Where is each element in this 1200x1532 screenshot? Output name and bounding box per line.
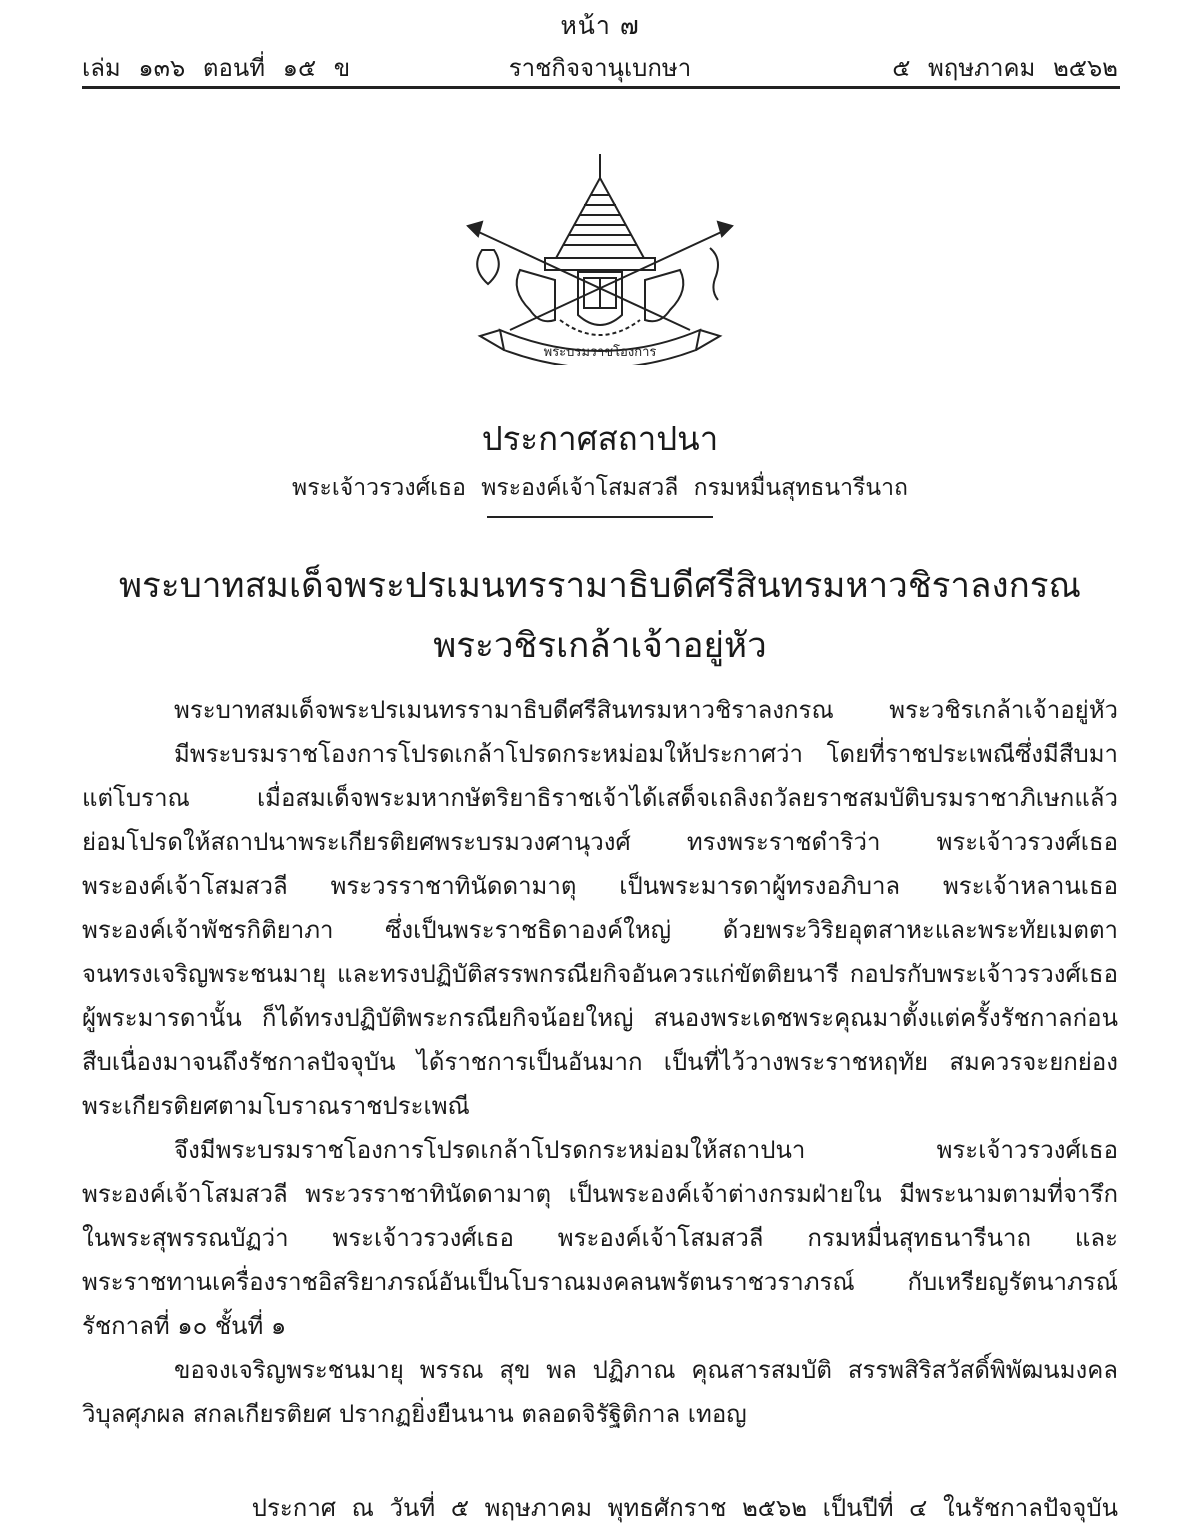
body-line: พระองค์เจ้าโสมสวลี พระวรราชาทินัดดามาตุ เป็นพระมารดาผู้ทรงอภิบาล พระเจ้าหลานเธอ <box>82 872 1118 900</box>
body-line: มีพระบรมราชโองการโปรดเกล้าโปรดกระหม่อมให้ประกาศว่า โดยที่ราชประเพณีซึ่งมีสืบมา <box>174 740 1118 768</box>
body-line: พระองค์เจ้าโสมสวลี พระวรราชาทินัดดามาตุ เป็นพระองค์เจ้าต่างกรมฝ่ายใน มีพระนามตามที่จารึก <box>82 1180 1118 1208</box>
body-line: พระองค์เจ้าพัชรกิติยาภา ซึ่งเป็นพระราชธิดาองค์ใหญ่ ด้วยพระวิริยอุตสาหะและพระทัยเมตตา <box>82 916 1118 944</box>
volume-issue: เล่ม ๑๓๖ ตอนที่ ๑๕ ข <box>82 54 351 82</box>
body-line: แต่โบราณ เมื่อสมเด็จพระมหากษัตริยาธิราชเจ้าได้เสด็จเถลิงถวัลยราชสมบัติบรมราชาภิเษกแล้ว <box>82 784 1118 812</box>
svg-text:พระบรมราชโองการ: พระบรมราชโองการ <box>543 345 657 360</box>
header-divider <box>82 86 1120 89</box>
body-line: พระราชทานเครื่องราชอิสริยาภรณ์อันเป็นโบราณมงคลนพรัตนราชวราภรณ์ กับเหรียญรัตนาภรณ์ <box>82 1268 1118 1296</box>
royal-emblem-icon <box>460 150 740 365</box>
body-line: ย่อมโปรดให้สถาปนาพระเกียรติยศพระบรมวงศานุวงศ์ ทรงพระราชดำริว่า พระเจ้าวรวงศ์เธอ <box>82 828 1118 856</box>
body-line: พระบาทสมเด็จพระปรเมนทรรามาธิบดีศรีสินทรมหาวชิราลงกรณ พระวชิรเกล้าเจ้าอยู่หัว <box>174 696 1118 724</box>
gazette-header <box>82 48 1118 84</box>
body-line: พระเกียรติยศตามโบราณราชประเพณี <box>82 1092 470 1120</box>
page-number: หน้า ๗ <box>560 11 640 40</box>
body-line: จึงมีพระบรมราชโองการโปรดเกล้าโปรดกระหม่อมให้สถาปนา พระเจ้าวรวงศ์เธอ <box>174 1136 1118 1164</box>
body-line: ในพระสุพรรณบัฏว่า พระเจ้าวรวงศ์เธอ พระองค์เจ้าโสมสวลี กรมหมื่นสุทธนารีนาถ และ <box>82 1224 1118 1252</box>
king-name-line-2: พระวชิรเกล้าเจ้าอยู่หัว <box>433 626 767 666</box>
announcement-title: ประกาศสถาปนา <box>481 419 719 458</box>
announcement-date-line: ประกาศ ณ วันที่ ๕ พฤษภาคม พุทธศักราช ๒๕๖๒ เป็นปีที่ ๔ ในรัชกาลปัจจุบัน <box>251 1494 1118 1522</box>
king-name-line-1: พระบาทสมเด็จพระปรเมนทรรามาธิบดีศรีสินทรมหาวชิราลงกรณ <box>118 566 1082 606</box>
title-divider <box>487 516 713 518</box>
announcement-subtitle: พระเจ้าวรวงศ์เธอ พระองค์เจ้าโสมสวลี กรมหมื่นสุทธนารีนาถ <box>292 475 908 501</box>
body-line: จนทรงเจริญพระชนมายุ และทรงปฏิบัติสรรพกรณียกิจอันควรแก่ขัตติยนารี กอปรกับพระเจ้าวรวงศ์เธอ <box>82 960 1118 988</box>
body-line: ขอจงเจริญพระชนมายุ พรรณ สุข พล ปฏิภาณ คุณสารสมบัติ สรรพสิริสวัสดิ์พิพัฒนมงคล <box>174 1356 1118 1384</box>
gazette-date: ๕ พฤษภาคม ๒๕๖๒ <box>892 54 1118 82</box>
body-line: สืบเนื่องมาจนถึงรัชกาลปัจจุบัน ได้ราชการเป็นอันมาก เป็นที่ไว้วางพระราชหฤทัย สมควรจะยกย่อง <box>82 1048 1118 1076</box>
body-line: ผู้พระมารดานั้น ก็ได้ทรงปฏิบัติพระกรณียกิจน้อยใหญ่ สนองพระเดชพระคุณมาตั้งแต่ครั้งรัชกาลก่อน <box>82 1004 1118 1032</box>
gazette-name: ราชกิจจานุเบกษา <box>508 54 692 82</box>
body-line: รัชกาลที่ ๑๐ ชั้นที่ ๑ <box>82 1312 287 1340</box>
body-line: วิบุลศุภผล สกลเกียรติยศ ปรากฏยิ่งยืนนาน ตลอดจิรัฐิติกาล เทอญ <box>82 1400 747 1428</box>
